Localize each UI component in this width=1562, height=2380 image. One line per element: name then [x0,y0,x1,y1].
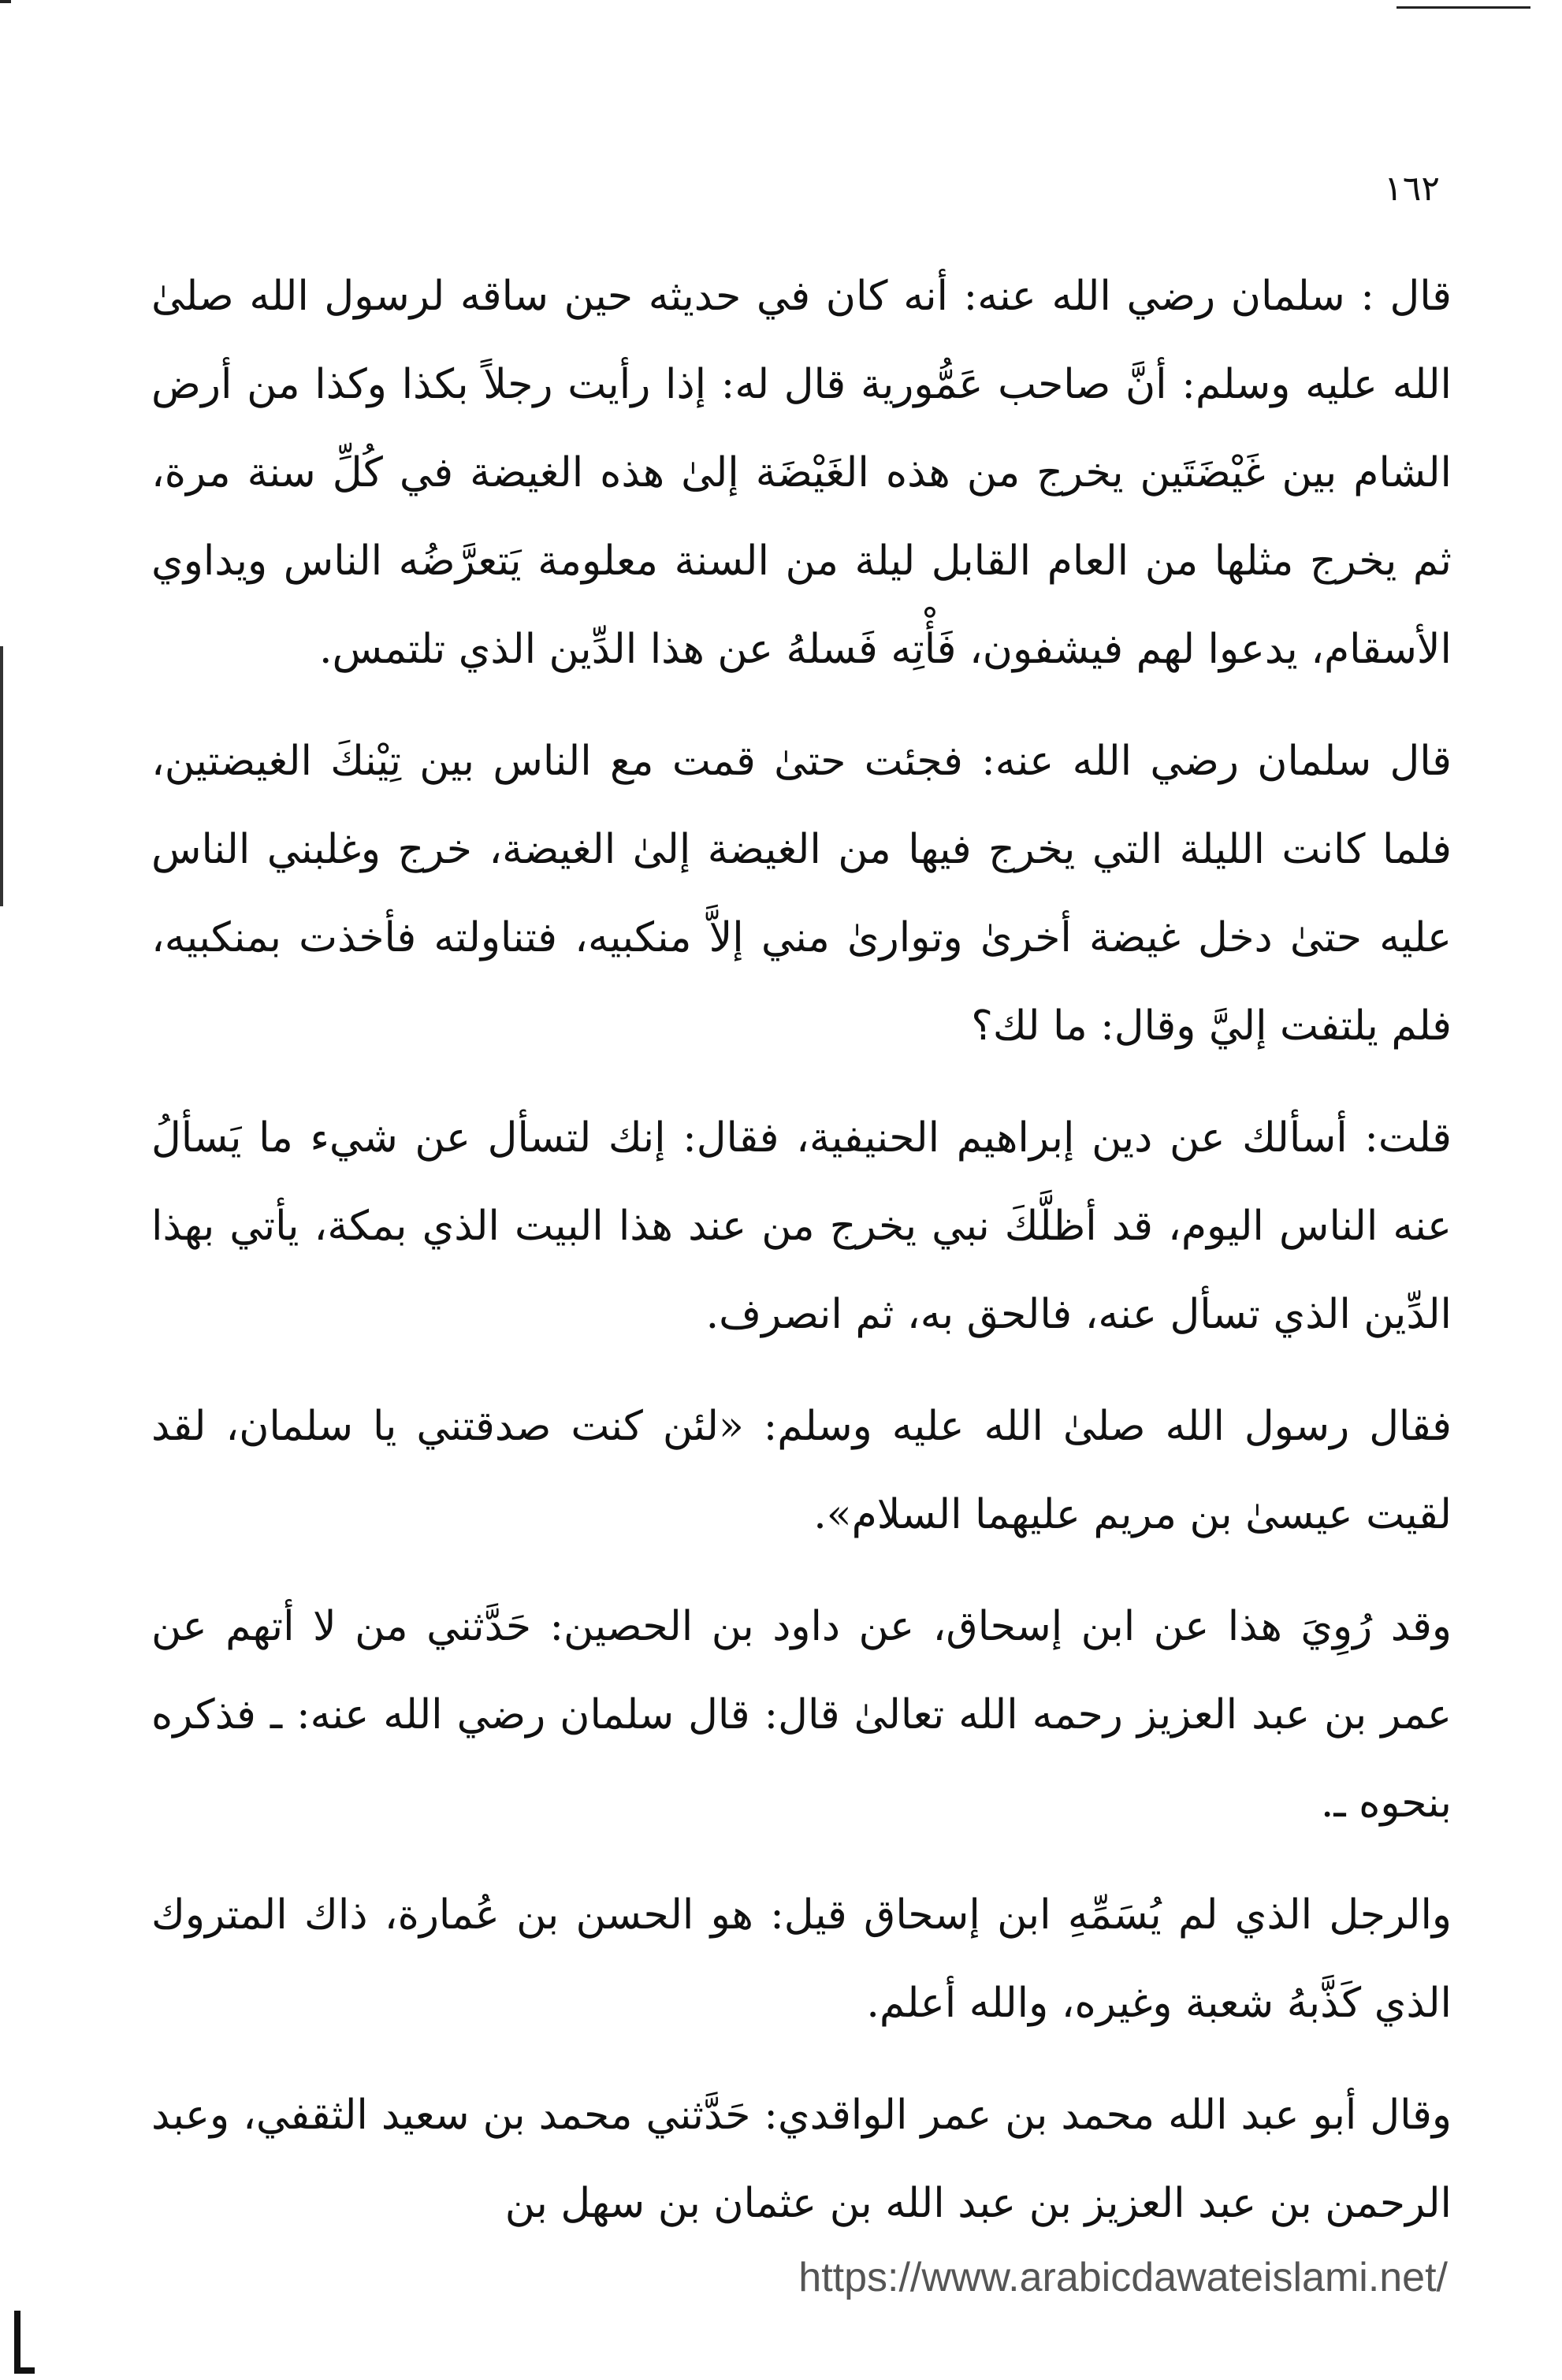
scan-corner-mark [14,2311,35,2374]
scan-edge-mark [0,0,11,3]
paragraph-6: والرجل الذي لم يُسَمِّهِ ابن إسحاق قيل: هو الحسن بن عُمارة، ذاك المتروك الذي كَذَّبهُ شعبة وغيره، والله أعلم. [151,1891,1452,2027]
scan-left-edge [0,646,3,906]
paragraph-2: قال سلمان رضي الله عنه: فجئت حتىٰ قمت مع الناس بين تِيْنكَ الغيضتين، فلما كانت الليلة التي يخرج فيها من الغيضة إلىٰ الغيضة، خرج وغلبني الناس عليه حتىٰ دخل غيضة أخرىٰ وتوارىٰ مني إلاَّ منكبيه، فتناولته فأخذت بمنكبيه، فلم يلتفت إليَّ وقال: ما لك؟ [151,738,1452,1050]
paragraph-5: وقد رُوِيَ هذا عن ابن إسحاق، عن داود بن الحصين: حَدَّثني من لا أتهم عن عمر بن عبد العزيز رحمه الله تعالىٰ قال: قال سلمان رضي الله عنه: ـ فذكره بنحوه ـ. [151,1603,1452,1827]
paragraph-3: قلت: أسألك عن دين إبراهيم الحنيفية، فقال: إنك لتسأل عن شيء ما يَسألُ عنه الناس اليوم، قد أظلَّكَ نبي يخرج من عند هذا البيت الذي بمكة، يأتي بهذا الدِّين الذي تسأل عنه، فالحق به، ثم انصرف. [151,1114,1452,1338]
paragraph-1: قال : سلمان رضي الله عنه: أنه كان في حديثه حين ساقه لرسول الله صلىٰ الله عليه وسلم: أنَّ صاحب عَمُّورية قال له: إذا رأيت رجلاً بكذا وكذا من أرض الشام بين غَيْضَتَين يخرج من هذه الغَيْضَة إلىٰ هذه الغيضة في كُلِّ سنة مرة، ثم يخرج مثلها من العام القابل ليلة من السنة معلومة يَتعرَّضُه الناس ويداوي الأسقام، يدعوا لهم فيشفون، فَأْتِه فَسلهُ عن هذا الدِّين الذي تلتمس. [151,273,1452,673]
footer-url: https://www.arabicdawateislami.net/ [798,2255,1448,2300]
top-rule [1397,6,1530,9]
paragraph-7: وقال أبو عبد الله محمد بن عمر الواقدي: حَدَّثني محمد بن سعيد الثقفي، وعبد الرحمن بن عبد العزيز بن عبد الله بن عثمان بن سهل بن [151,2092,1452,2227]
page-number: ١٦٢ [1384,169,1440,209]
body-text [151,252,1452,2271]
paragraph-4: فقال رسول الله صلىٰ الله عليه وسلم: «لئن كنت صدقتني يا سلمان، لقد لقيت عيسىٰ بن مريم عليهما السلام». [151,1403,1452,1538]
